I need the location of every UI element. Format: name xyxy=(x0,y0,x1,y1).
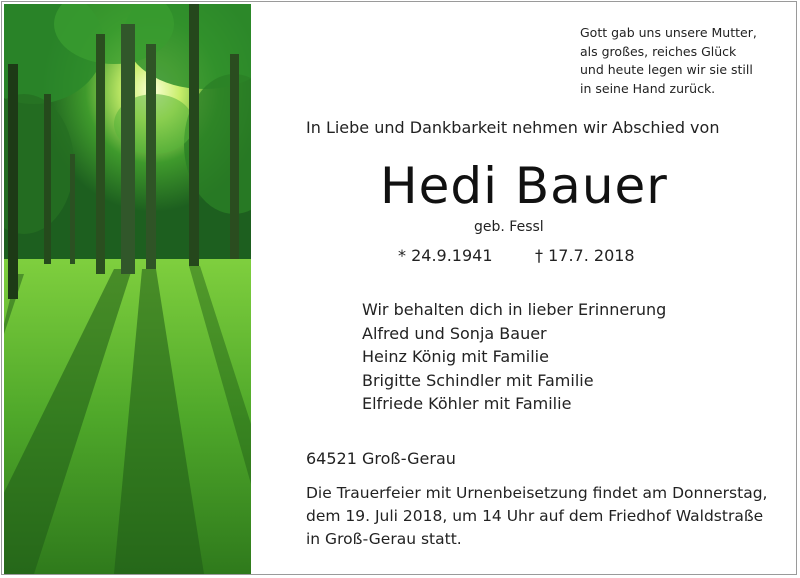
poem xyxy=(580,24,790,98)
notice-line: Die Trauerfeier mit Urnenbeisetzung findet am Donnerstag, xyxy=(306,484,768,502)
mourners-line: Elfriede Köhler mit Familie xyxy=(362,394,572,413)
funeral-notice xyxy=(306,482,790,551)
mourners-line: Alfred und Sonja Bauer xyxy=(362,323,547,343)
notice-line: dem 19. Juli 2018, um 14 Uhr auf dem Friedhof Waldstraße xyxy=(306,507,764,525)
poem-line: und heute legen wir sie still xyxy=(580,62,753,77)
poem-line: als großes, reiches Glück xyxy=(580,43,737,59)
poem-line: Gott gab uns unsere Mutter, xyxy=(580,25,757,40)
mourners-line: Brigitte Schindler mit Familie xyxy=(362,370,594,390)
mourners-list xyxy=(362,298,666,416)
deceased-name: Hedi Bauer xyxy=(380,157,668,215)
mourners-line: Wir behalten dich in lieber Erinnerung xyxy=(362,300,667,319)
birth-date: * 24.9.1941 xyxy=(398,246,493,265)
forest-sunlight-image xyxy=(4,4,251,574)
poem-line: in seine Hand zurück. xyxy=(580,80,716,96)
intro-text: In Liebe und Dankbarkeit nehmen wir Abschied von xyxy=(306,118,720,137)
maiden-name: geb. Fessl xyxy=(474,219,544,235)
mourners-line: Heinz König mit Familie xyxy=(362,347,549,366)
place: 64521 Groß-Gerau xyxy=(306,449,456,468)
notice-line: in Groß-Gerau statt. xyxy=(306,530,462,548)
death-date: † 17.7. 2018 xyxy=(535,246,635,265)
